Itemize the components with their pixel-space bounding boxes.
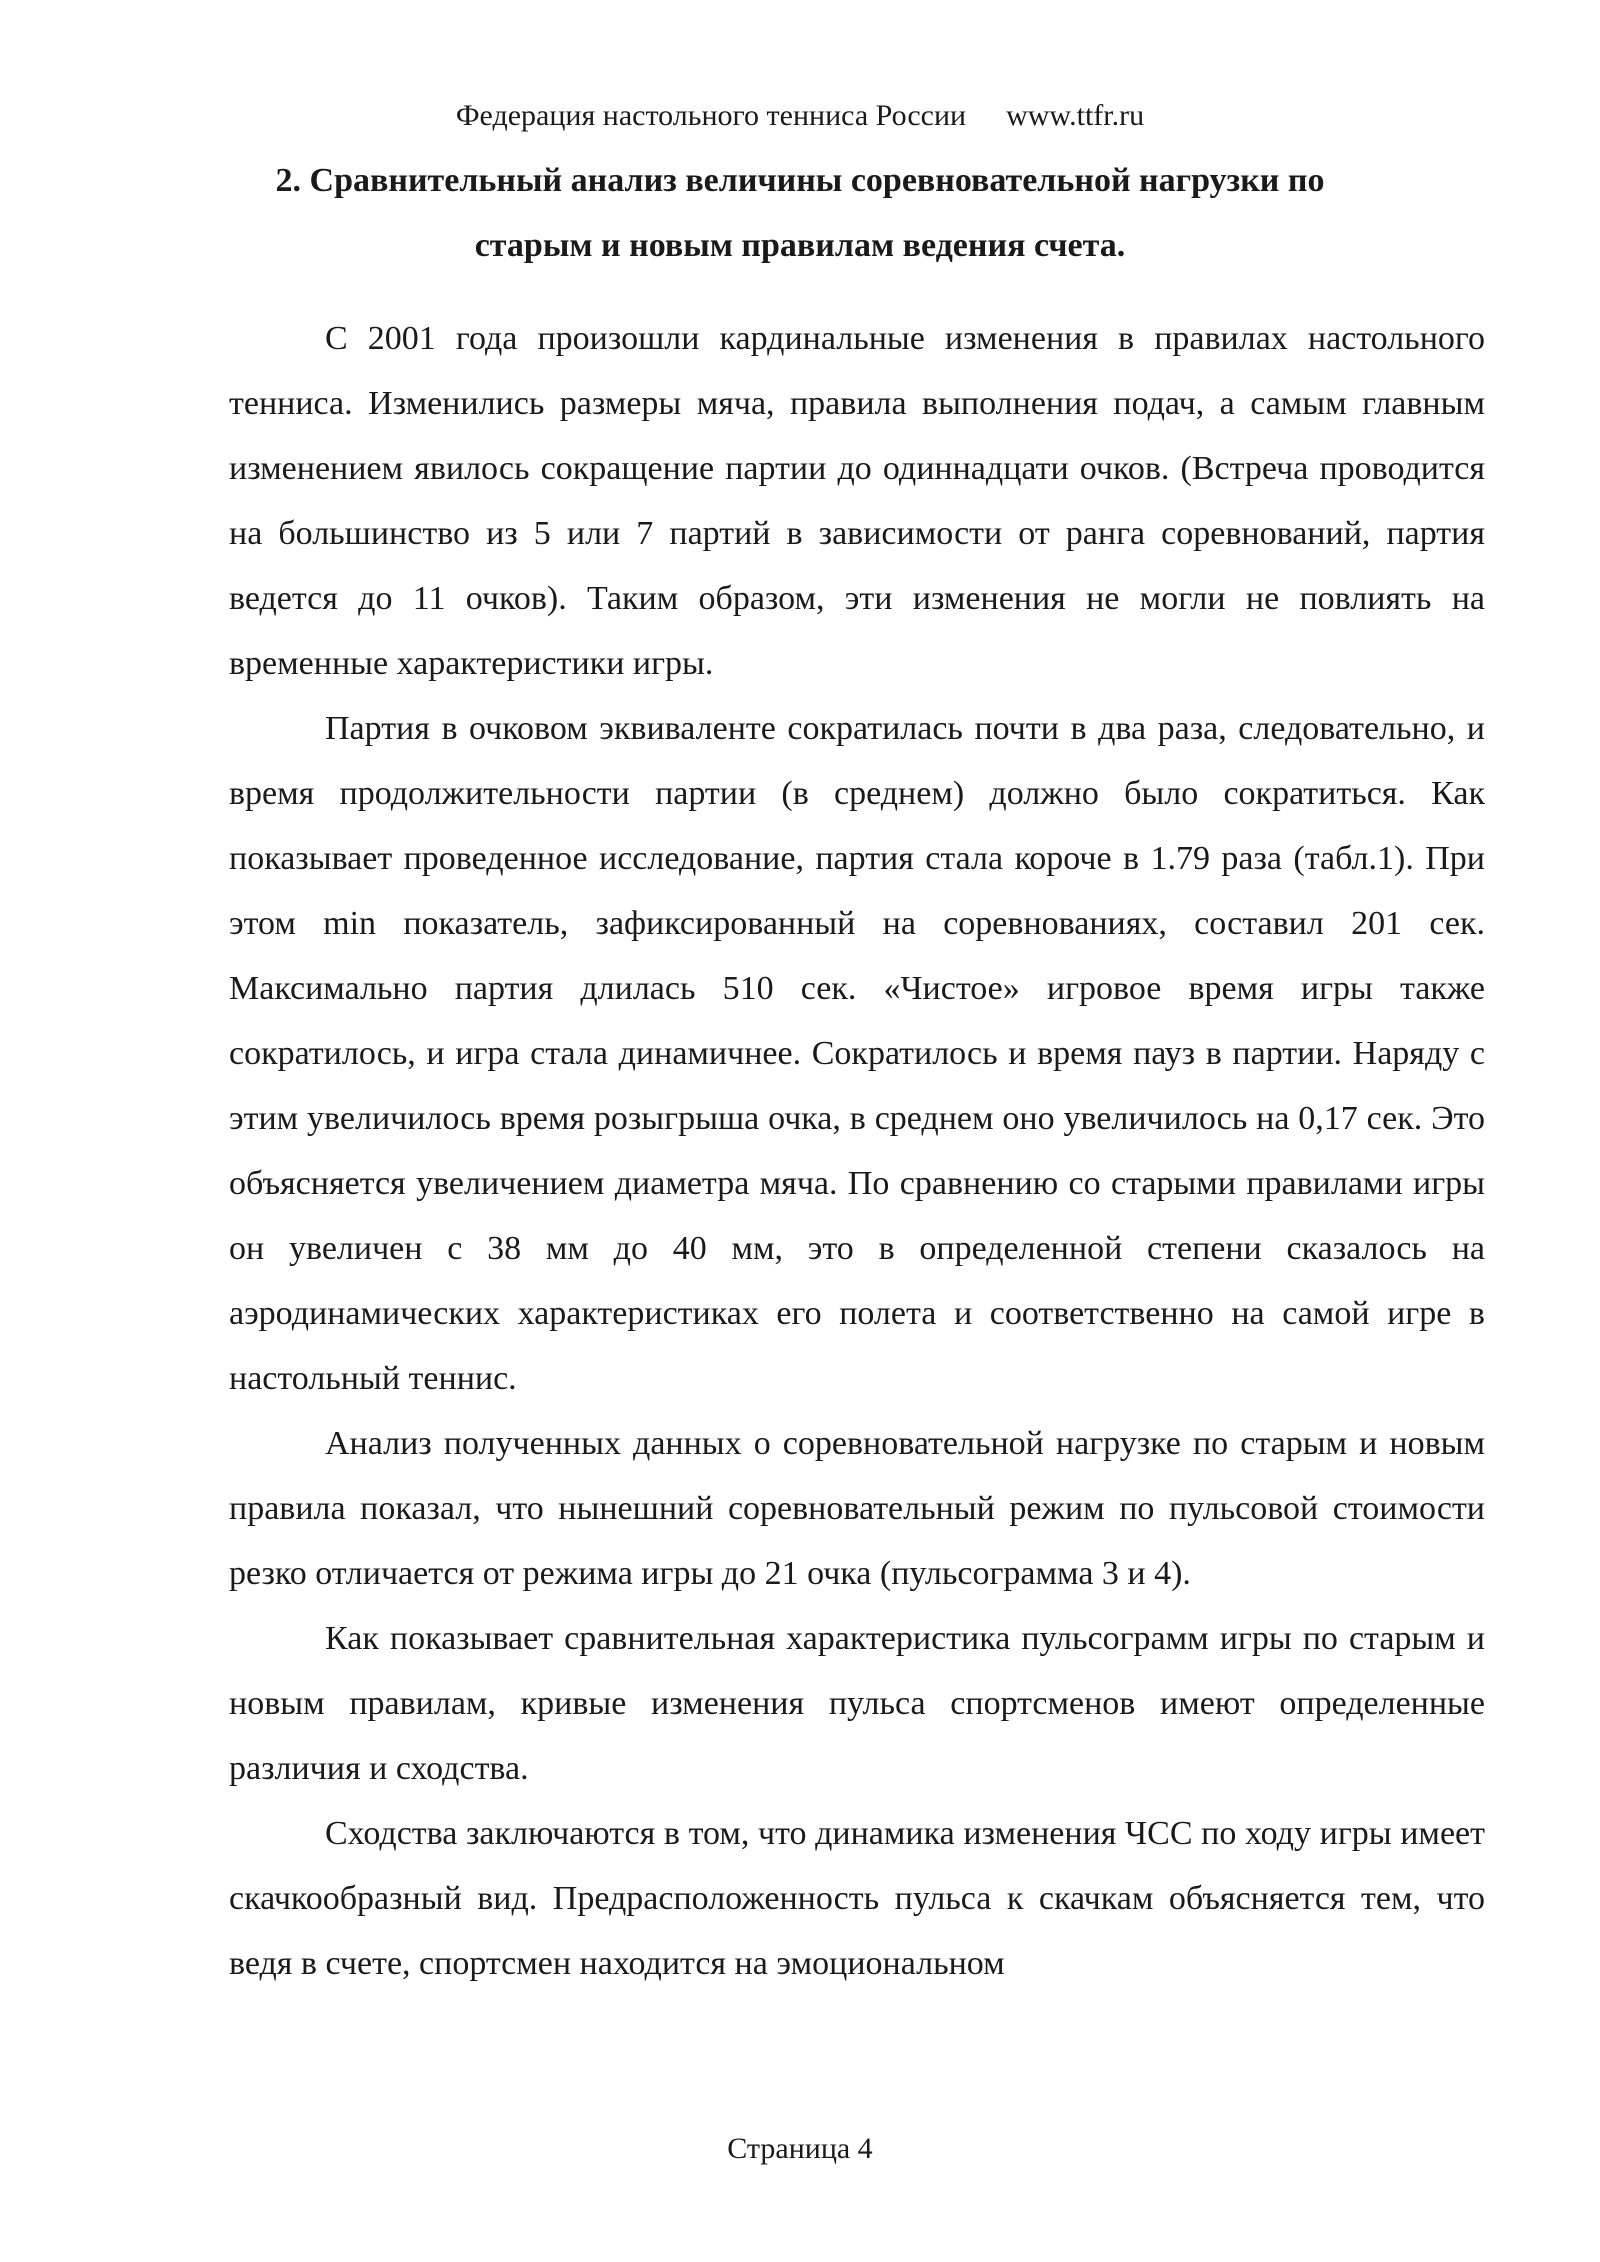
paragraph: Анализ полученных данных о соревновательной нагрузке по старым и новым правила показал, что нынешний соревновательный режим по пульсовой стоимости резко отличается от режима игры до 21 очка (пульсограмма 3 и 4). [229, 1425, 1485, 1592]
body-text [229, 306, 1485, 1996]
paragraph: С 2001 года произошли кардинальные изменения в правилах настольного тенниса. Изменились размеры мяча, правила выполнения подач, а самым главным изменением явилось сокращение партии до одиннадцати очков. (Встреча проводится на большинство из 5 или 7 партий в зависимости от ранга соревнований, партия ведется до 11 очков). Таким образом, эти изменения не могли не повлиять на временные характеристики игры. [229, 320, 1485, 682]
section-title: 2. Сравнительный анализ величины соревновательной нагрузки по старым и новым правилам ведения счета. [275, 162, 1325, 264]
paragraph: Как показывает сравнительная характеристика пульсограмм игры по старым и новым правилам, кривые изменения пульса спортсменов имеют определенные различия и сходства. [229, 1620, 1485, 1787]
page-header [0, 96, 1600, 136]
header-website: www.ttfr.ru [1006, 99, 1145, 132]
paragraph: Партия в очковом эквиваленте сократилась почти в два раза, следовательно, и время продолжительности партии (в среднем) должно было сократиться. Как показывает проведенное исследование, партия стала короче в 1.79 раза (табл.1). При этом min показатель, зафиксированный на соревнованиях, составил 201 сек. Максимально партия длилась 510 сек. «Чистое» игровое время игры также сократилось, и игра стала динамичнее. Сократилось и время пауз в партии. Наряду с этим увеличилось время розыгрыша очка, в среднем оно увеличилось на 0,17 сек. Это объясняется увеличением диаметра мяча. По сравнению со старыми правилами игры он увеличен с 38 мм до 40 мм, это в определенной степени сказалось на аэродинамических характеристиках его полета и соответственно на самой игре в настольный теннис. [229, 710, 1485, 1397]
page-footer: Страница 4 [727, 2132, 873, 2165]
paragraph: Сходства заключаются в том, что динамика изменения ЧСС по ходу игры имеет скачкообразный вид. Предрасположенность пульса к скачкам объясняется тем, что ведя в счете, спортсмен находится на эмоциональном [229, 1815, 1485, 1982]
header-organization: Федерация настольного тенниса России [455, 99, 967, 132]
